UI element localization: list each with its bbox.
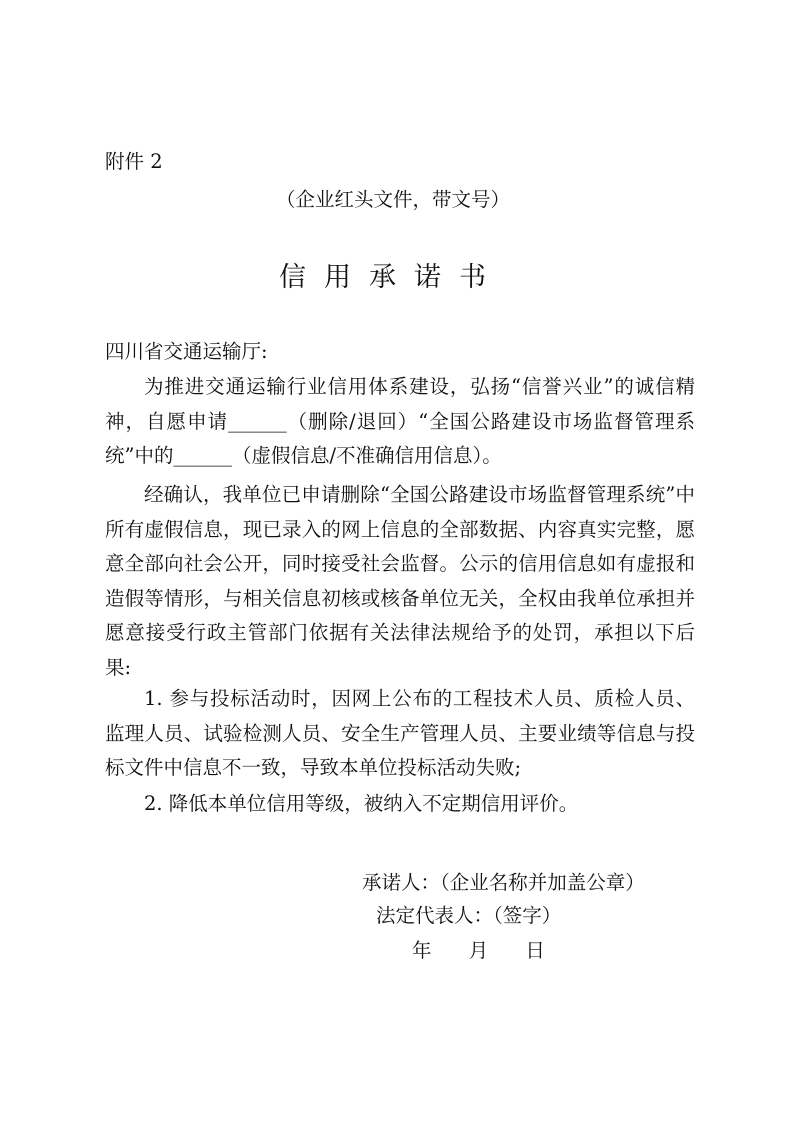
salutation: 四川省交通运输厅: xyxy=(105,340,268,363)
date-line: 年 月 日 xyxy=(412,939,545,962)
legal-representative-line: 法定代表人：（签字） xyxy=(376,904,562,927)
paragraph-application: 为推进交通运输行业信用体系建设，弘扬“信誉兴业”的诚信精神，自愿申请______（删除/退回）“全国公路建设市场监督管理系统”中的______（虚假信息/不准确信用信息）。 xyxy=(105,375,695,467)
header-note: （企业红头文件，带文号） xyxy=(276,188,511,211)
promisor-line: 承诺人：（企业名称并加盖公章） xyxy=(362,871,645,894)
consequence-item-1: 1. 参与投标活动时，因网上公布的工程技术人员、质检人员、监理人员、试验检测人员、安全生产管理人员、主要业绩等信息与投标文件中信息不一致，导致本单位投标活动失败; xyxy=(105,687,695,779)
paragraph-confirmation: 经确认，我单位已申请删除“全国公路建设市场监督管理系统”中所有虚假信息，现已录入的网上信息的全部数据、内容真实完整，愿意全部向社会公开，同时接受社会监督。公示的信用信息如有虚报和造假等情形，与相关信息初核或核备单位无关，全权由我单位承担并愿意接受行政主管部门依据有关法律法规给予的处罚，承担以下后果: xyxy=(105,483,695,679)
consequence-item-2: 2. 降低本单位信用等级，被纳入不定期信用评价。 xyxy=(144,792,579,815)
attachment-label: 附件 2 xyxy=(105,150,163,173)
document-title: 信用承诺书 xyxy=(279,262,504,293)
